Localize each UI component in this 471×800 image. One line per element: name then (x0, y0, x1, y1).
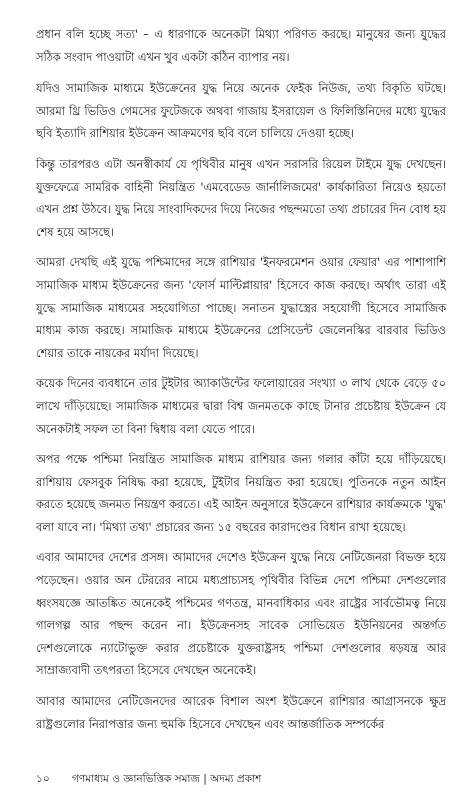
page-footer (36, 772, 446, 786)
paragraph: কয়েক দিনের ব্যবধানে তার টুইটার অ্যাকাউন্টের ফলোয়ারের সংখ্যা ৩ লাখ থেকে বেড়ে ৫০ লাখে দাঁড়িয়েছে। সামাজিক মাধ্যমের দ্বারা বিশ্ব জনমতকে কাছে টানার প্রচেষ্টায় ইউক্রেন যে অনেকটাই সফল তা বিনা দ্বিধায় বলা যেতে পারে। (36, 377, 446, 436)
page-body (36, 24, 446, 744)
paragraph: আবার আমাদের নেটিজেনদের আরেক বিশাল অংশ ইউক্রেনে রাশিয়ার আগ্রাসনকে ক্ষুদ্র রাষ্ট্রগুলোর নিরাপত্তার জন্য হুমকি হিসেবে দেখছেন এবং আন্তর্জাতিক সম্পর্কের (36, 695, 446, 731)
paragraph: এবার আমাদের দেশের প্রসঙ্গ। আমাদের দেশেও ইউক্রেন যুদ্ধে নিয়ে নেটিজেনরা বিভক্ত হয়ে পড়েছেন। ওয়ার অন টেররের নামে মধ্যপ্রাচ্যসহ পৃথিবীর বিভিন্ন দেশে পশ্চিমা দেশগুলোর ধ্বংসযজ্ঞে আতঙ্কিত অনেকেই পশ্চিমের গণতন্ত্র, মানবাধিকার এবং রাষ্ট্রের সার্বভৌমত্ব নিয়ে গালগল্প আর পছন্দ করেন না। ইউক্রেনসহ সাবেক সোভিয়েত ইউনিয়নের অন্তর্গত দেশগুলোকে ন্যাটোভুক্ত করার প্রচেষ্টাকে যুক্তরাষ্ট্রসহ পশ্চিমা দেশগুলোর ষড়যন্ত্র আর সাম্রাজ্যবাদী তৎপরতা হিসেবে দেখছেন অনেকেই। (36, 551, 446, 678)
paragraph: অপর পক্ষে পশ্চিমা নিয়ন্ত্রিত সামাজিক মাধ্যম রাশিয়ার জন্য গলার কাঁটা হয়ে দাঁড়িয়েছে। রাশিয়ায় ফেসবুক নিষিদ্ধ করা হয়েছে, টুইটার নিয়ন্ত্রিত করা হয়েছে। পুতিনকে নতুন আইন করতে হয়েছে জনমত নিয়ন্ত্রণ করতে। এই আইন অনুসারে ইউক্রেনে রাশিয়ার কার্যক্রমকে 'যুদ্ধ' বলা যাবে না। 'মিথ্যা তথ্য' প্রচারের জন্য ১৫ বছরের কারাদণ্ডের বিধান রাখা হয়েছে। (36, 453, 446, 534)
paragraph: প্রধান বলি হচ্ছে সত্য' – এ ধারণাকে অনেকটা মিথ্যা পরিণত করছে। মানুষের জন্য যুদ্ধের সঠিক সংবাদ পাওয়াটা এখন খুব একটা কঠিন ব্যাপার নয়। (36, 28, 446, 64)
author-name: অদম্য প্রকাশ (210, 773, 262, 785)
paragraph: আমরা দেখছি এই যুদ্ধে পশ্চিমাদের সঙ্গে রাশিয়ার 'ইনফরমেশন ওয়ার ফেয়ার' এর পাশাপাশি সামাজিক মাধ্যম ইউক্রেনের জন্য 'ফোর্স মাল্টিপ্লায়ার' হিসেবে কাজ করছে। অর্থাৎ তারা এই যুদ্ধে সামাজিক মাধ্যমের সহযোগিতা পাচ্ছে। সনাতন যুদ্ধাস্ত্রের সহযোগী হিসেবে সামাজিক মাধ্যম কাজ করছে। সামাজিক মাধ্যমে ইউক্রেনের প্রেসিডেন্ট জেলেনস্কির বারবার ভিডিও শেয়ার তাকে নায়কের মর্যাদা দিয়েছে। (36, 256, 446, 360)
footer-separator: | (203, 773, 207, 785)
page-number: ১০ (36, 773, 50, 785)
paragraph: কিন্তু তারপরও এটা অনস্বীকার্য যে পৃথিবীর মানুষ এখন সরাসরি রিয়েল টাইমে যুদ্ধ দেখছেন। যুক্তফেত্রে সামরিক বাহিনী নিয়ন্ত্রিত 'এমবেডেড জার্নালিজমের' কার্যকারিতা নিয়েও হয়তো এখন প্রশ্ন উঠবে। যুদ্ধ নিয়ে সাংবাদিকদের দিয়ে নিজের পছন্দমতো তথ্য প্রচারের দিন বোধ হয় শেষ হয়ে আসছে। (36, 157, 446, 239)
book-title: গণমাধ্যম ও জ্ঞানভিত্তিক সমাজ (72, 773, 200, 785)
paragraph: যদিও সামাজিক মাধ্যমে ইউক্রেনের যুদ্ধ নিয়ে অনেক ফেইক নিউজ, তথ্য বিকৃতি ঘটছে। আরমা থ্রি ভিডিও গেমসের ফুটেজকে অথবা গাজায় ইসরায়েল ও ফিলিস্তিনিদের মধ্যে যুদ্ধের ছবি ইত্যাদি রাশিয়ার ইউক্রেন আক্রমণের ছবি বলে চালিয়ে দেওয়া হচ্ছে। (36, 82, 446, 141)
